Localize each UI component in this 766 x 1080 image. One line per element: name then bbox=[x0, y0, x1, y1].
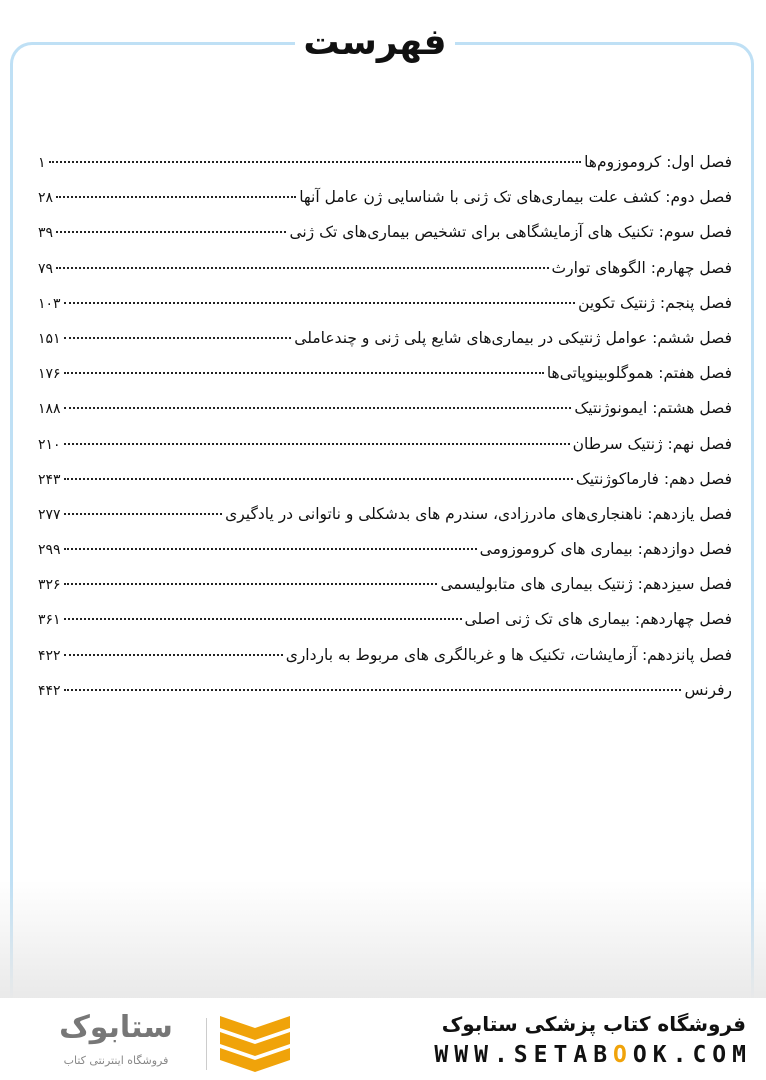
toc-entry-title: فصل هشتم: ایمونوژنتیک bbox=[574, 399, 732, 418]
toc-entry-page: ۳۲۶ bbox=[38, 577, 61, 594]
toc-entry[interactable] bbox=[38, 259, 732, 294]
toc-entry[interactable] bbox=[38, 540, 732, 575]
toc-entry[interactable] bbox=[38, 223, 732, 258]
logo-subtext: فروشگاه اینترنتی کتاب bbox=[63, 1054, 169, 1067]
toc-entry-page: ۲۱۰ bbox=[38, 436, 61, 453]
toc-entry-page: ۴۲۲ bbox=[38, 647, 61, 664]
dot-leader bbox=[64, 443, 570, 445]
toc-entry-title: فصل هفتم: هموگلوبینوپاتی‌ها bbox=[546, 364, 732, 383]
dot-leader bbox=[64, 548, 477, 550]
dot-leader bbox=[64, 302, 576, 304]
dot-leader bbox=[64, 513, 223, 515]
toc-entry-title: فصل پانزدهم: آزمایشات، تکنیک ها و غربالگری های مربوط به بارداری bbox=[285, 645, 732, 664]
toc-entry-page: ۱۷۶ bbox=[38, 366, 61, 383]
toc-entry-title: فصل یازدهم: ناهنجاری‌های مادرزادی، سندرم های بدشکلی و ناتوانی در یادگیری bbox=[225, 504, 732, 523]
table-of-contents bbox=[38, 153, 732, 716]
toc-entry[interactable] bbox=[38, 153, 732, 188]
toc-entry[interactable] bbox=[38, 435, 732, 470]
toc-entry[interactable] bbox=[38, 681, 732, 716]
toc-entry-title: رفرنس bbox=[684, 680, 732, 699]
website-url[interactable]: WWW.SETABOOK.COM bbox=[434, 1042, 752, 1068]
dot-leader bbox=[64, 689, 682, 691]
toc-entry[interactable] bbox=[38, 399, 732, 434]
toc-entry[interactable] bbox=[38, 575, 732, 610]
toc-entry-title: فصل دهم: فارماکوژنتیک bbox=[575, 469, 732, 488]
setabook-logo-icon bbox=[210, 1008, 300, 1074]
toc-entry[interactable] bbox=[38, 364, 732, 399]
toc-entry[interactable] bbox=[38, 329, 732, 364]
toc-entry[interactable] bbox=[38, 470, 732, 505]
toc-entry-title: فصل دوم: کشف علت بیماری‌های تک ژنی با شناسایی ژن عامل آنها bbox=[299, 188, 732, 207]
bottom-fade bbox=[0, 880, 766, 1000]
url-highlight: O bbox=[613, 1042, 633, 1068]
toc-entry-title: فصل ششم: عوامل ژنتیکی در بیماری‌های شایع پلی ژنی و چندعاملی bbox=[294, 328, 732, 347]
toc-entry-page: ۱۰۳ bbox=[38, 295, 61, 312]
logo-divider bbox=[206, 1018, 207, 1070]
toc-entry-title: فصل دوازدهم: بیماری های کروموزومی bbox=[479, 540, 732, 559]
toc-entry[interactable] bbox=[38, 505, 732, 540]
dot-leader bbox=[64, 618, 462, 620]
toc-entry[interactable] bbox=[38, 646, 732, 681]
toc-entry-title: فصل نهم: ژنتیک سرطان bbox=[572, 434, 732, 453]
toc-entry-page: ۱۵۱ bbox=[38, 330, 61, 347]
toc-entry-page: ۲۷۷ bbox=[38, 506, 61, 523]
toc-entry-title: فصل پنجم: ژنتیک تکوین bbox=[578, 293, 732, 312]
dot-leader bbox=[64, 337, 292, 339]
dot-leader bbox=[56, 231, 286, 233]
dot-leader bbox=[64, 478, 573, 480]
toc-entry-page: ۲۸ bbox=[38, 190, 54, 207]
toc-entry-title: فصل سیزدهم: ژنتیک بیماری های متابولیسمی bbox=[440, 575, 732, 594]
toc-entry-page: ۲۴۳ bbox=[38, 471, 61, 488]
shop-name: فروشگاه کتاب پزشکی ستابوک bbox=[441, 1012, 746, 1036]
toc-entry-title: فصل چهاردهم: بیماری های تک ژنی اصلی bbox=[464, 610, 732, 629]
toc-entry-page: ۳۹ bbox=[38, 225, 54, 242]
toc-entry[interactable] bbox=[38, 610, 732, 645]
toc-entry-page: ۴۴۲ bbox=[38, 682, 61, 699]
toc-entry-title: فصل سوم: تکنیک های آزمایشگاهی برای تشخیص بیماری‌های تک ژنی bbox=[289, 223, 732, 242]
toc-entry-page: ۲۹۹ bbox=[38, 542, 61, 559]
toc-entry-title: فصل اول: کروموزوم‌ها bbox=[584, 153, 732, 171]
toc-entry[interactable] bbox=[38, 188, 732, 223]
toc-entry-page: ۱ bbox=[38, 155, 46, 171]
toc-entry[interactable] bbox=[38, 294, 732, 329]
toc-entry-page: ۷۹ bbox=[38, 260, 54, 277]
dot-leader bbox=[56, 196, 296, 198]
footer bbox=[0, 998, 766, 1080]
toc-entry-title: فصل چهارم: الگوهای توارث bbox=[551, 258, 732, 277]
toc-entry-page: ۱۸۸ bbox=[38, 401, 61, 418]
toc-entry-page: ۳۶۱ bbox=[38, 612, 61, 629]
dot-leader bbox=[56, 267, 549, 269]
dot-leader bbox=[64, 654, 283, 656]
dot-leader bbox=[64, 407, 572, 409]
dot-leader bbox=[64, 372, 544, 374]
dot-leader bbox=[49, 161, 582, 163]
logo-text: ستابوک bbox=[59, 1010, 173, 1045]
dot-leader bbox=[64, 583, 438, 585]
page-title: فهرست bbox=[295, 18, 455, 68]
